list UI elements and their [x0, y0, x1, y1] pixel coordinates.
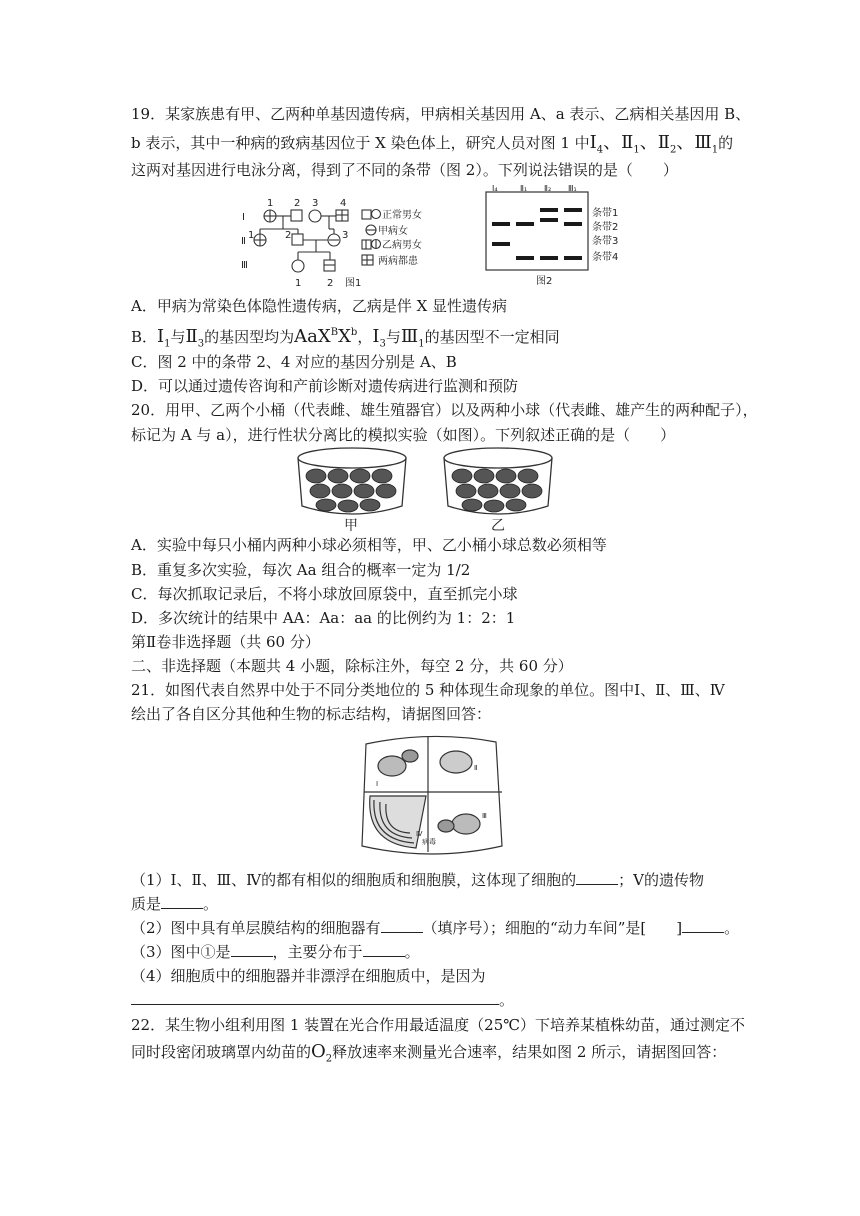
q20-option-d: D．多次统计的结果中 AA：Aa：aa 的比例约为 1：2：1 [131, 609, 516, 627]
q20-line1: 20．用甲、乙两个小桶（代表雌、雄生殖器官）以及两种小球（代表雌、雄产生的两种配子）， [131, 401, 758, 419]
q19-option-a: A．甲病为常染色体隐性遗传病，乙病是伴 X 显性遗传病 [131, 297, 508, 315]
cell-II-label: Ⅱ [474, 764, 478, 772]
q19-line3: 这两对基因进行电泳分离，得到了不同的条带（图 2）。下列说法错误的是（ ） [131, 161, 678, 179]
q21-part1-line2: 质是 。 [131, 895, 219, 913]
svg-text:3: 3 [312, 198, 319, 209]
legend-both: 两病都患 [378, 256, 418, 267]
q20-option-a: A．实验中每只小桶内两种小球必须相等，甲、乙小桶小球总数必须相等 [131, 536, 607, 554]
q21-line2: 绘出了各自区分其他种生物的标志结构，请据图回答： [131, 705, 492, 723]
lane-II2: Ⅱ₂ [544, 184, 552, 193]
q19-option-c: C．图 2 中的条带 2、4 对应的基因分别是 A、B [131, 353, 457, 371]
q19-line2: b 表示，其中一种病的致病基因位于 X 染色体上，研究人员对图 1 中$Ⅰ_4$、$Ⅱ_1$、$Ⅱ_2$、$Ⅲ_1$的 [131, 132, 734, 156]
fig1-caption: 图1 [345, 278, 362, 289]
part2-title: 第Ⅱ卷非选择题（共 60 分） [131, 633, 320, 651]
legend-yi: 乙病男女 [382, 240, 422, 251]
q21-part1-line1: （1）Ⅰ、Ⅱ、Ⅲ、Ⅳ的都有相似的细胞质和细胞膜，这体现了细胞的 ；Ⅴ的遗传物 [131, 871, 704, 889]
q20-line2: 标记为 A 与 a），进行性状分离比的模拟实验（如图）。下列叙述正确的是（ ） [131, 426, 676, 444]
lane-II1: Ⅱ₁ [520, 184, 528, 193]
bucket-yi-label: 乙 [491, 518, 505, 534]
lane-I4: Ⅰ₄ [492, 184, 498, 193]
legend-jia: 甲病女 [378, 226, 408, 237]
cell-types-figure [346, 726, 518, 866]
section-heading: 二、非选择题（本题共 4 小题，除标注外，每空 2 分，共 60 分） [131, 657, 573, 675]
legend-normal: 正常男女 [382, 210, 422, 221]
q19-line1: 19．某家族患有甲、乙两种单基因遗传病，甲病相关基因用 A、a 表示、乙病相关基因用 B、 [131, 105, 751, 123]
svg-text:1: 1 [248, 230, 255, 241]
pedigree-figure [238, 194, 458, 294]
q22-line2: 同时段密闭玻璃罩内幼苗的$O_2$释放速率来测量光合速率，结果如图 2 所示，请据图回答： [131, 1041, 727, 1065]
svg-text:3: 3 [342, 230, 349, 241]
q22-line1: 22．某生物小组利用图 1 装置在光合作用最适温度（25℃）下培养某植株幼苗，通过测定不 [131, 1016, 746, 1034]
q21-part3: （3）图中①是 ，主要分布于 。 [131, 943, 420, 961]
band-1-label: 条带1 [592, 208, 619, 219]
svg-text:1: 1 [295, 278, 302, 289]
band-3-label: 条带3 [592, 236, 619, 247]
virus-label: 病毒 [422, 838, 436, 846]
q21-part4: （4）细胞质中的细胞器并非漂浮在细胞质中，是因为 [131, 967, 486, 985]
band-4-label: 条带4 [592, 252, 619, 263]
cell-III-label: Ⅲ [482, 812, 487, 820]
cell-I-label: Ⅰ [376, 780, 379, 788]
q21-part4-answer-line: 。 [131, 990, 514, 1010]
q20-option-b: B．重复多次实验，每次 Aa 组合的概率一定为 1/2 [131, 561, 471, 579]
svg-text:2: 2 [285, 230, 292, 241]
svg-text:1: 1 [267, 198, 274, 209]
q19-option-d: D．可以通过遗传咨询和产前诊断对遗传病进行监测和预防 [131, 377, 519, 395]
fig2-caption: 图2 [536, 276, 553, 287]
lane-III1: Ⅲ₁ [568, 184, 577, 193]
electrophoresis-figure [484, 182, 634, 292]
q21-line1: 21．如图代表自然界中处于不同分类地位的 5 种体现生命现象的单位。图中Ⅰ、Ⅱ、Ⅲ、Ⅳ [131, 681, 725, 699]
svg-text:2: 2 [294, 198, 301, 209]
svg-text:4: 4 [340, 198, 347, 209]
q21-part2: （2）图中具有单层膜结构的细胞器有 （填序号）；细胞的“动力车间”是[ ] 。 [131, 919, 740, 937]
q19-option-b: B．$Ⅰ_1$与$Ⅱ_3$的基因型均为$AaX^BX^b$，$Ⅰ_3$与$Ⅲ_1$的基因型不一定相同 [131, 326, 560, 350]
buckets-figure [296, 444, 566, 538]
cell-IV-label: Ⅳ [416, 830, 423, 838]
gen-I-label: Ⅰ [242, 212, 245, 223]
gen-II-label: Ⅱ [241, 236, 246, 247]
q20-option-c: C．每次抓取记录后，不将小球放回原袋中，直至抓完小球 [131, 585, 518, 603]
bucket-jia-label: 甲 [344, 518, 358, 534]
gen-III-label: Ⅲ [241, 260, 248, 271]
svg-text:2: 2 [327, 278, 334, 289]
band-2-label: 条带2 [592, 222, 619, 233]
